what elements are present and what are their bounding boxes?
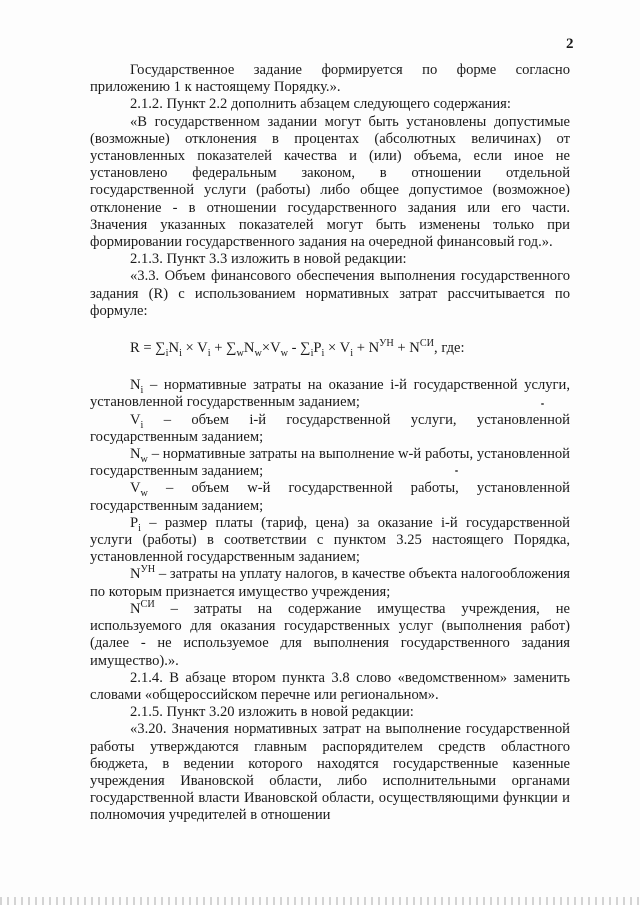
paragraph-3-3: «3.3. Объем финансового обеспечения выполнения государственного задания (R) с использованием нормативных затрат рассчитывается по формуле:	[90, 268, 570, 319]
paragraph-2-1-4: 2.1.4. В абзаце втором пункта 3.8 слово «ведомственном» заменить словами «общероссийском перечне или региональном».	[90, 669, 570, 703]
paragraph-2-1-3: 2.1.3. Пункт 3.3 изложить в новой редакции:	[130, 251, 407, 268]
paragraph-deviations: «В государственном задании могут быть установлены допустимые (возможные) отклонения в процентах (абсолютных величинах) от установленных показателей качества и (или) объема, если иное не установлено федеральным законом, в отношении отдельной государственной услуги (работы) либо общее допустимое (возможное) отклонение - в отношении государственного задания или его части. Значения указанных показателей могут быть изменены только при формировании государственного задания на очередной финансовый год.».	[90, 113, 570, 251]
paragraph-3-20: «3.20. Значения нормативных затрат на выполнение государственной работы утверждаются главным распорядителем средств областного бюджета, в ведении которого находятся государственные казенные учреждения Ивановской области, либо исполнительными органами государственной власти Ивановской области, осуществляющими функции и полномочия учредителей в отношении	[90, 721, 570, 824]
paragraph-2-1-2: 2.1.2. Пункт 2.2 дополнить абзацем следующего содержания:	[130, 96, 511, 113]
paragraph-2-1-5: 2.1.5. Пункт 3.20 изложить в новой редакции:	[130, 704, 414, 721]
formula: $R = \sum_iN_i \times V_i + \sum_wN_w\times V_w - \sum_iP_i \times V_i + N^{УН} + N^{СИ}$, где:	[130, 338, 465, 359]
scan-speck	[455, 470, 458, 472]
scan-edge	[0, 897, 640, 905]
scan-speck	[541, 403, 544, 405]
definition-item: $P_i$ – размер платы (тариф, цена) за оказание i-й государственной услуги (работы) в соответствии с пунктом 3.25 настоящего Порядка, установленной государственным заданием;	[90, 514, 570, 566]
definition-item: $V_i$ – объем i-й государственной услуги, установленной государственным заданием;	[90, 411, 570, 445]
page-number: 2	[566, 36, 574, 52]
paragraph-form-appendix: Государственное задание формируется по форме согласно приложению 1 к настоящему Порядку.».	[90, 62, 570, 96]
definition-item: $N_w$ – нормативные затраты на выполнение w-й работы, установленной государственным заданием;	[90, 446, 570, 480]
document-body	[90, 62, 570, 825]
definition-item: $N^{СИ}$ – затраты на содержание имущества учреждения, не используемого для оказания государственных услуг (выполнения работ) (далее - не используемое для выполнения государственного задания имущество).».	[90, 599, 570, 669]
definition-item: $V_w$ – объем w-й государственной работы, установленной государственным заданием;	[90, 480, 570, 514]
definition-item: $N_i$ – нормативные затраты на оказание i-й государственной услуги, установленной государственным заданием;	[90, 377, 570, 411]
definition-item: $N^{УН}$ – затраты на уплату налогов, в качестве объекта налогообложения по которым признается имущество учреждения;	[90, 564, 570, 600]
